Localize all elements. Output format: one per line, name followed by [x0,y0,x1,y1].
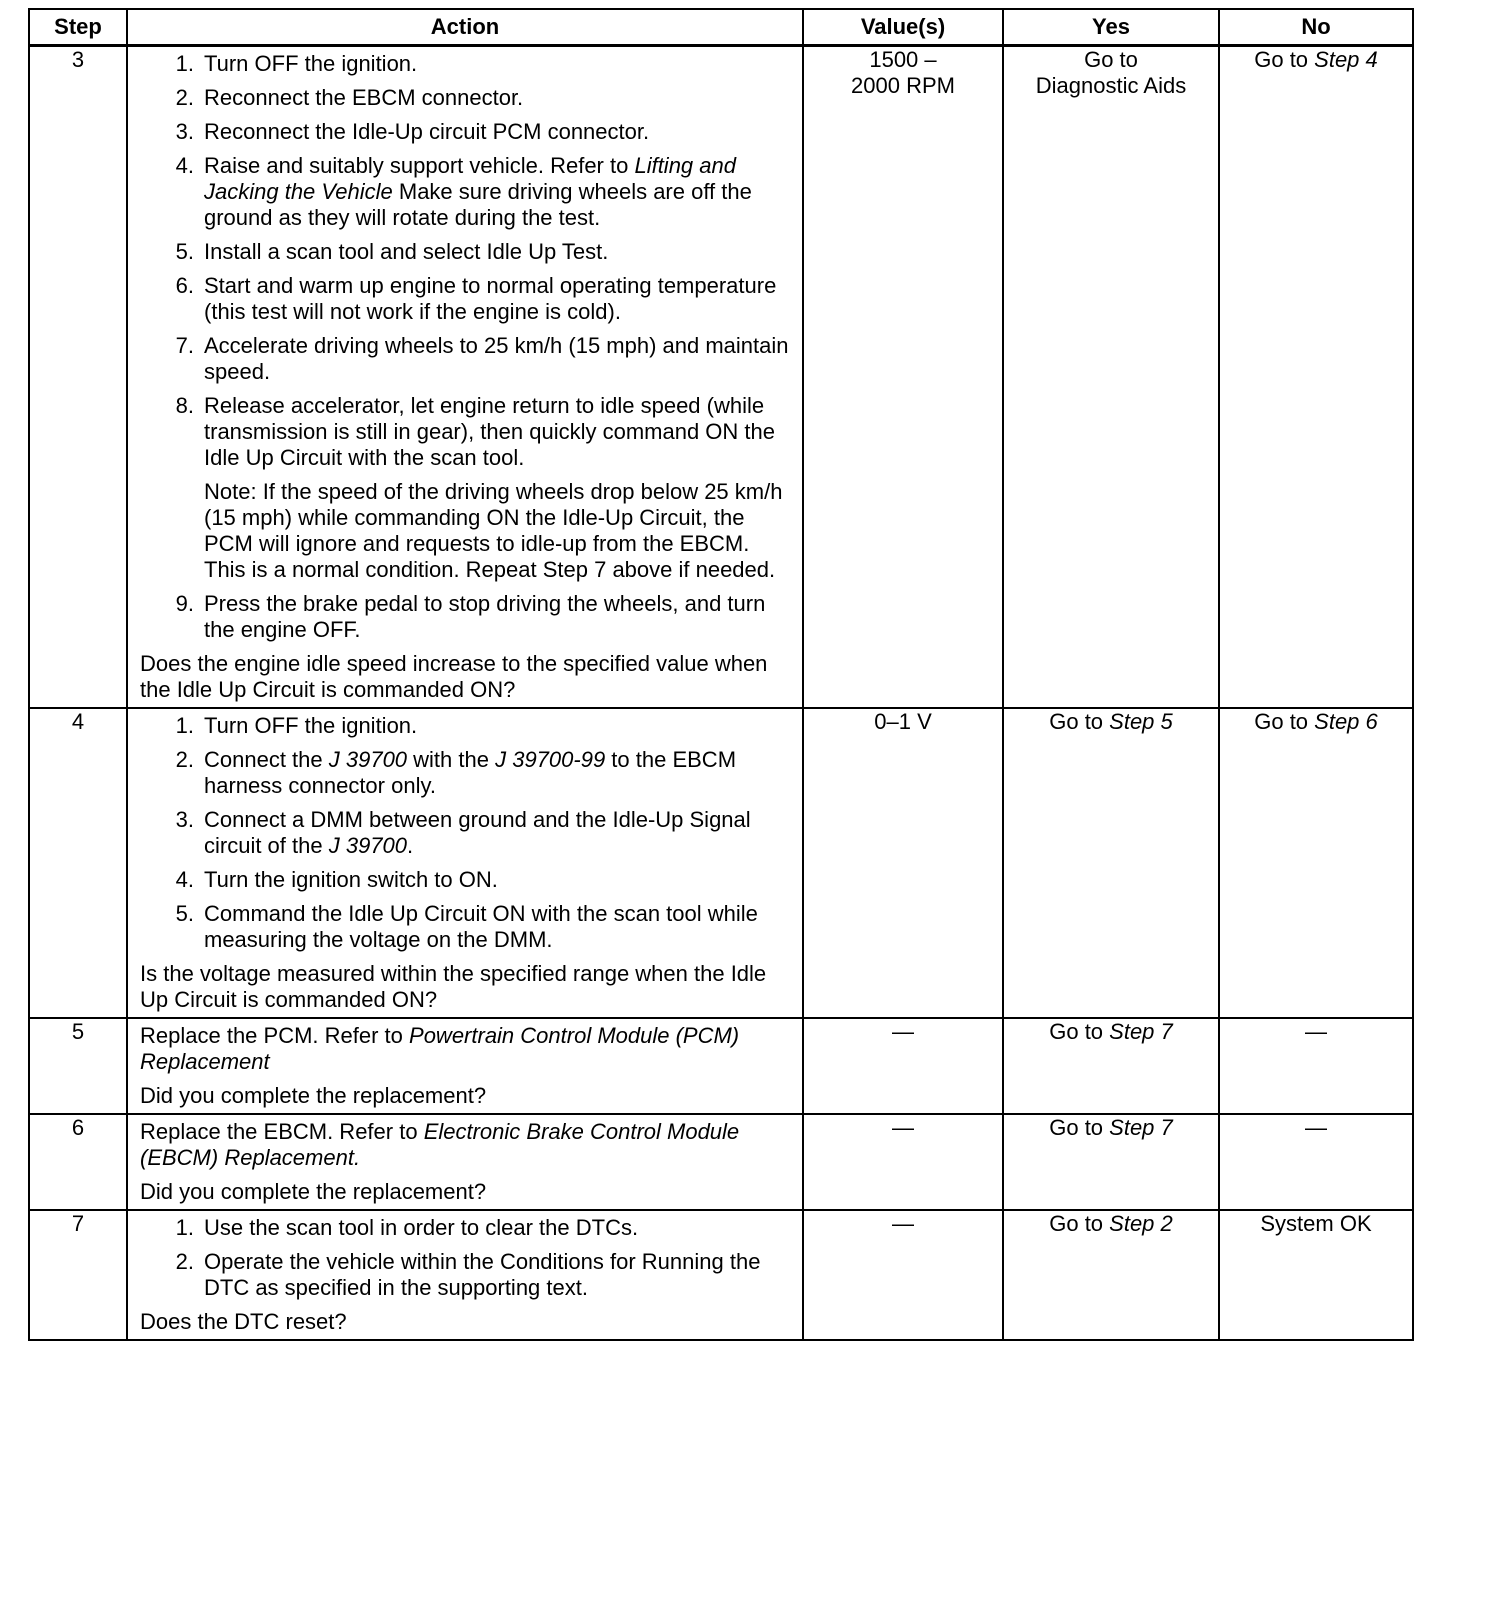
action-steps [140,51,790,471]
list-item: 2. Operate the vehicle within the Conditions for Running the DTC as specified in the supporting text. [175,1249,761,1300]
yes-cell: Go to Step 7 [1003,1114,1219,1210]
reference-link: Lifting and Jacking the Vehicle [204,153,736,204]
step-link[interactable]: Step 6 [1314,709,1378,734]
list-item: 1. Turn OFF the ignition. [175,51,418,76]
value-line: 2000 RPM [851,73,955,98]
list-item: 7. Accelerate driving wheels to 25 km/h (15 mph) and maintain speed. [175,333,789,384]
yes-cell: Go to Diagnostic Aids [1003,46,1219,709]
question-text: Does the DTC reset? [140,1309,347,1334]
step-number: 3 [29,46,127,709]
action-cell [127,1018,803,1114]
step-number: 6 [29,1114,127,1210]
no-cell: — [1219,1114,1413,1210]
action-cell [127,1114,803,1210]
diagnostic-table [28,8,1414,1341]
no-cell: Go to Step 4 [1219,46,1413,709]
list-item: 9. Press the brake pedal to stop driving the wheels, and turn the engine OFF. [175,591,766,642]
step-link[interactable]: Step 5 [1109,709,1173,734]
list-item: 5. Command the Idle Up Circuit ON with the scan tool while measuring the voltage on the DMM. [175,901,758,952]
value-cell: 0–1 V [803,708,1003,1018]
action-cell [127,1210,803,1340]
question-text: Is the voltage measured within the specified range when the Idle Up Circuit is commanded ON? [140,961,767,1012]
value-cell: — [803,1210,1003,1340]
list-item: 2. Reconnect the EBCM connector. [175,85,524,110]
list-item: 5. Install a scan tool and select Idle Up Test. [175,239,609,264]
tool-reference: J 39700-99 [495,747,606,772]
header-yes: Yes [1003,9,1219,46]
header-values: Value(s) [803,9,1003,46]
step-link[interactable]: Step 4 [1314,47,1378,72]
step-link[interactable]: Step 2 [1109,1211,1173,1236]
value-line: 1500 – [869,47,937,72]
no-cell: — [1219,1018,1413,1114]
question-text: Does the engine idle speed increase to the specified value when the Idle Up Circuit is commanded ON? [140,651,768,702]
list-item: 8. Release accelerator, let engine return to idle speed (while transmission is still in gear), then quickly command ON the Idle Up Circuit with the scan tool. [175,393,775,470]
step-number: 7 [29,1210,127,1340]
list-item: 2. Connect the J 39700 with the J 39700-99 to the EBCM harness connector only. [175,747,737,798]
question-text: Did you complete the replacement? [140,1179,487,1204]
no-cell: System OK [1219,1210,1413,1340]
table-row-step-5 [29,1018,1413,1114]
no-cell: Go to Step 6 [1219,708,1413,1018]
yes-cell: Go to Step 2 [1003,1210,1219,1340]
action-cell [127,708,803,1018]
diagnostic-aids-link[interactable]: Diagnostic Aids [1035,73,1187,98]
list-item: 6. Start and warm up engine to normal operating temperature (this test will not work if the engine is cold). [175,273,777,324]
value-cell [803,46,1003,709]
action-steps [140,713,790,953]
header-action: Action [127,9,803,46]
header-row [29,9,1413,46]
tool-reference: J 39700 [328,747,408,772]
list-item: 1. Turn OFF the ignition. [175,713,418,738]
yes-cell: Go to Step 7 [1003,1018,1219,1114]
list-item: 3. Connect a DMM between ground and the Idle-Up Signal circuit of the J 39700. [175,807,751,858]
step-link[interactable]: Step 7 [1109,1019,1173,1044]
header-step: Step [29,9,127,46]
tool-reference: J 39700 [328,833,408,858]
value-cell: — [803,1018,1003,1114]
yes-cell: Go to Step 5 [1003,708,1219,1018]
table-row-step-4 [29,708,1413,1018]
list-item: 4. Raise and suitably support vehicle. Refer to Lifting and Jacking the Vehicle Make sure driving wheels are off the ground as they will rotate during the test. [175,153,752,230]
question-text: Did you complete the replacement? [140,1083,487,1108]
list-item: 1. Use the scan tool in order to clear the DTCs. [175,1215,639,1240]
header-no: No [1219,9,1413,46]
step-number: 5 [29,1018,127,1114]
action-text: Replace the PCM. Refer to Powertrain Control Module (PCM) Replacement [140,1023,740,1074]
step-number: 4 [29,708,127,1018]
action-cell [127,46,803,709]
reference-link: Powertrain Control Module (PCM) Replacement [140,1023,740,1074]
action-text: Replace the EBCM. Refer to Electronic Brake Control Module (EBCM) Replacement. [140,1119,740,1170]
value-cell: — [803,1114,1003,1210]
action-steps [140,1215,790,1301]
note-text: Note: If the speed of the driving wheels drop below 25 km/h (15 mph) while commanding ON the Idle-Up Circuit, the PCM will ignore and requests to idle-up from the EBCM. This is a normal condition. Repeat Step 7 above if needed. [204,479,783,582]
table-row-step-3 [29,46,1413,709]
list-item: 4. Turn the ignition switch to ON. [175,867,498,892]
action-steps-cont [140,591,790,643]
reference-link: Electronic Brake Control Module (EBCM) Replacement. [140,1119,740,1170]
step-link[interactable]: Step 7 [1109,1115,1173,1140]
table-row-step-6 [29,1114,1413,1210]
table-row-step-7 [29,1210,1413,1340]
list-item: 3. Reconnect the Idle-Up circuit PCM connector. [175,119,650,144]
